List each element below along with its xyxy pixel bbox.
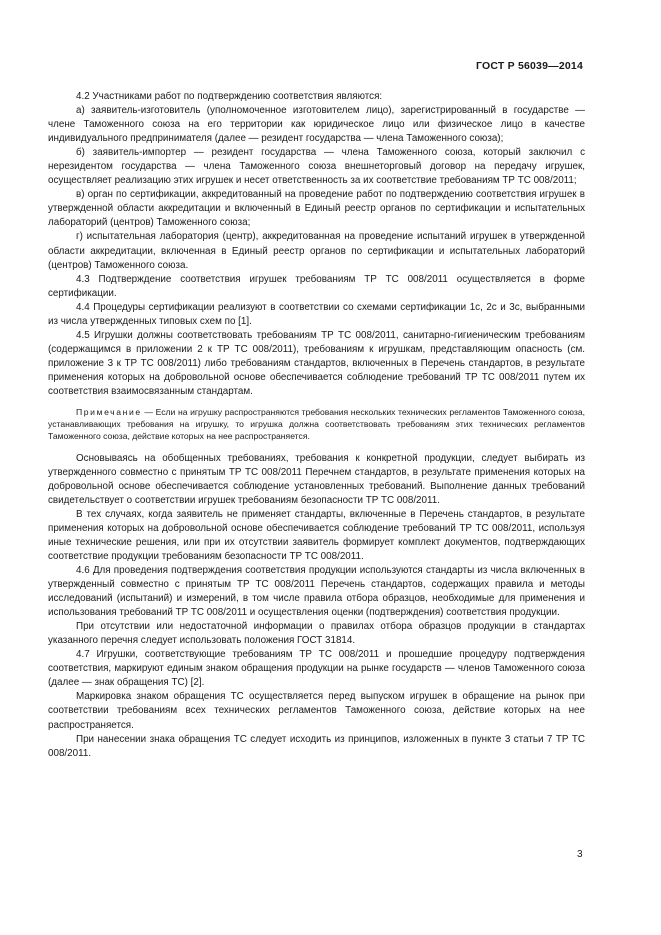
paragraph-4-6: 4.6 Для проведения подтверждения соответствия продукции используются стандарты из числа включенных в утвержденный совместно с принятым ТР ТС 008/2011 Перечень стандартов, содержащих правила и методы исследований (испытаний) и измерений, в том числе правила отбора образцов, необходимые для применения и использования требований ТР ТС 008/2011 и осуществления оценки (подтверждения) соответствия продукции.	[48, 565, 585, 619]
paragraph-4-4: 4.4 Процедуры сертификации реализуют в соответствии со схемами сертификации 1с, 2с и 3с, выбранными из числа утвержденных типовых схем по [1].	[48, 301, 585, 327]
paragraph-4-7: 4.7 Игрушки, соответствующие требованиям ТР ТС 008/2011 и прошедшие процедуру подтверждения соответствия, маркируют единым знаком обращения продукции на рынке государств — членов Таможенного союза (далее — знак обращения ТС) [2].	[48, 649, 585, 689]
page-number: 3	[577, 849, 583, 860]
paragraph-4-3: 4.3 Подтверждение соответствия игрушек требованиям ТР ТС 008/2011 осуществляется в форме сертификации.	[48, 273, 585, 299]
paragraph-4-2-b: б) заявитель-импортер — резидент государства — члена Таможенного союза, который заключил с нерезидентом государства — члена Таможенного союза внешнеторговый договор на передачу игрушек, осуществляет реализацию этих игрушек и несет ответственность за их соответствие требованиям ТР ТС 008/2011;	[48, 147, 585, 187]
document-body	[48, 90, 585, 761]
paragraph-4-2: 4.2 Участниками работ по подтверждению соответствия являются:	[76, 91, 383, 102]
paragraph-generalized-requirements: Основываясь на обобщенных требованиях, требования к конкретной продукции, следует выбирать из утвержденного совместно с принятым ТР ТС 008/2011 Перечнем стандартов, в результате применения которых на добровольной основе обеспечивается соблюдение установленных требований. Выполнение данных требований свидетельствует о соответствии игрушек требованиям безопасности ТР ТС 008/2011.	[48, 452, 585, 506]
note-label: Примечание	[76, 407, 142, 418]
paragraph-sampling-rules: При отсутствии или недостаточной информации о правилах отбора образцов продукции в стандартах указанного перечня следует использовать положения ГОСТ 31814.	[48, 621, 585, 647]
note-block	[48, 406, 585, 443]
paragraph-4-2-a: а) заявитель-изготовитель (уполномоченное изготовителем лицо), зарегистрированный в государстве — члене Таможенного союза на его территории как юридическое лицо или физическое лицо в качестве индивидуального предпринимателя (далее — резидент государства — члена Таможенного союза);	[48, 105, 585, 145]
paragraph-4-5: 4.5 Игрушки должны соответствовать требованиям ТР ТС 008/2011, санитарно-гигиеническим требованиям (содержащимся в приложении 2 к ТР ТС 008/2011), требованиям к игрушкам, представляющим опасность (см. приложение 3 к ТР ТС 008/2011) либо требованиям стандартов, включенных в Перечень стандартов, в результате применения которых на добровольной основе обеспечивается соблюдение требований ТР ТС 008/2011 путем их соответствия взаимосвязанным стандартам.	[48, 329, 585, 397]
paragraph-marking: Маркировка знаком обращения ТС осуществляется перед выпуском игрушек в обращение на рынок при соответствии требованиям всех технических регламентов Таможенного союза, действие которых на нее распространяется.	[48, 691, 585, 731]
paragraph-no-standards-case: В тех случаях, когда заявитель не применяет стандарты, включенные в Перечень стандартов, в результате применения которых на добровольной основе обеспечивается соблюдение требований ТР ТС 008/2011, используя иные технические решения, или при их отсутствии заявитель формирует комплект документов, подтверждающих соответствие продукции требованиям безопасности ТР ТС 008/2011.	[48, 508, 585, 562]
paragraph-4-2-v: в) орган по сертификации, аккредитованный на проведение работ по подтверждению соответствия игрушек в утвержденной области аккредитации и включенный в Единый реестр органов по сертификации и испытательных лабораторий (центров) Таможенного союза;	[48, 189, 585, 229]
note-text: — Если на игрушку распространяются требования нескольких технических регламентов Таможенного союза, устанавливающих требования на игрушку, то игрушка должна соответствовать требованиям этих технических регламентов Таможенного союза, действие которых на нее распространяется.	[48, 407, 585, 442]
paragraph-4-2-g: г) испытательная лаборатория (центр), аккредитованная на проведение испытаний игрушек в утвержденной области аккредитации, включенная в Единый реестр органов по сертификации и испытательных лабораторий (центров) Таможенного союза.	[48, 231, 585, 271]
document-header-id: ГОСТ Р 56039—2014	[475, 60, 583, 72]
paragraph-marking-principles: При нанесении знака обращения ТС следует исходить из принципов, изложенных в пункте 3 статьи 7 ТР ТС 008/2011.	[48, 733, 585, 759]
